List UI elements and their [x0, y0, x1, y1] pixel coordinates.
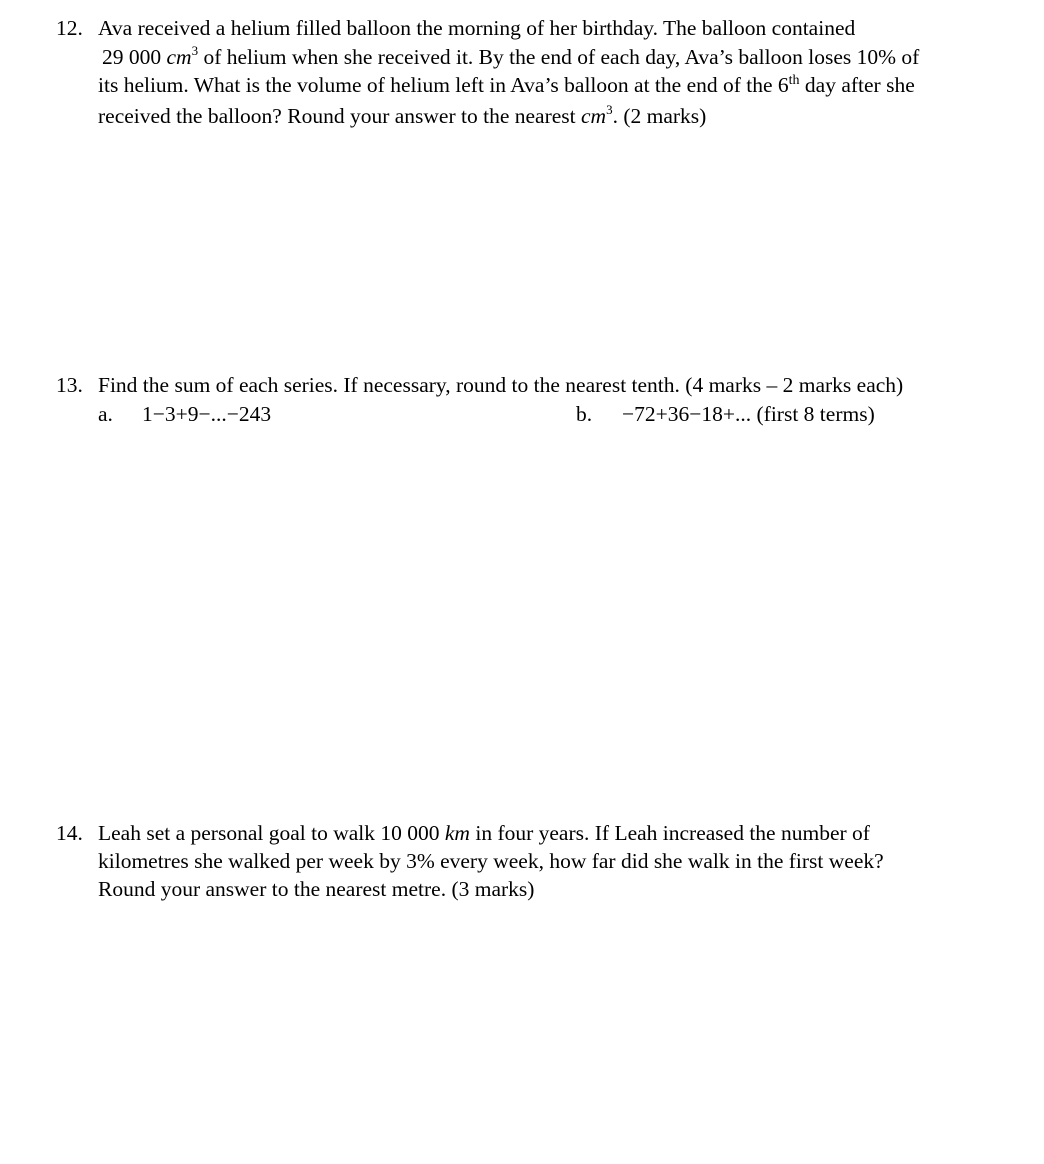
question-text: Ava received a helium filled balloon the morning of her birthday. The balloon contained	[98, 16, 856, 40]
unit-cm: $cm^3$	[166, 43, 199, 69]
question-13	[56, 373, 1016, 433]
question-text: received the balloon? Round your answer to the nearest	[98, 104, 576, 128]
question-14	[56, 821, 1016, 911]
question-text: Find the sum of each series. If necessary, round to the nearest tenth. (4 marks – 2 marks each)	[98, 373, 904, 397]
part-a-expression: 1−3+9−...−243	[142, 402, 272, 426]
question-14-line-2	[98, 849, 884, 874]
question-text: day after she	[804, 73, 915, 97]
question-12	[56, 16, 1016, 136]
volume-value: 29 000	[102, 45, 162, 69]
question-12-line-3	[98, 73, 915, 98]
question-text: . (2 marks)	[612, 104, 707, 128]
question-text: Leah set a personal goal to walk 10 000	[98, 821, 440, 845]
question-text: its helium. What is the volume of helium left in Ava’s balloon at the end of the 6	[98, 73, 789, 97]
part-b-label: b.	[576, 402, 593, 426]
question-12-line-1	[98, 16, 855, 41]
ordinal-suffix: th	[788, 73, 800, 88]
question-number: 14.	[56, 821, 83, 845]
question-text: Round your answer to the nearest metre. (3 marks)	[98, 877, 535, 901]
question-text: in four years. If Leah increased the number of	[475, 821, 870, 845]
part-b-note: (first 8 terms)	[756, 402, 875, 426]
question-12-line-2	[102, 45, 919, 70]
question-14-line-1	[98, 821, 870, 846]
part-a-label: a.	[98, 402, 113, 426]
question-12-line-4	[98, 104, 706, 129]
question-number: 13.	[56, 373, 83, 397]
question-text: of helium when she received it. By the end of each day, Ava’s balloon loses 10% of	[203, 45, 920, 69]
question-13-line-1	[98, 373, 903, 398]
unit-km: km	[444, 821, 470, 845]
question-number: 12.	[56, 16, 83, 40]
part-b-expression: −72+36−18+... (first 8 terms)	[622, 402, 875, 426]
question-14-line-3	[98, 877, 534, 902]
unit-cm: $cm^3$	[580, 102, 613, 128]
question-text: kilometres she walked per week by 3% every week, how far did she walk in the first week?	[98, 849, 884, 873]
